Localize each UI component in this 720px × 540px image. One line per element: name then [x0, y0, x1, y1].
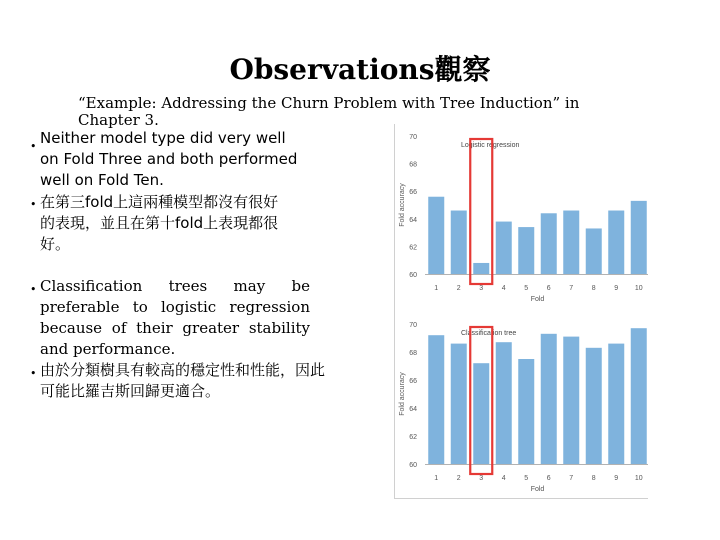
lr-chart-title: Logistic regression: [461, 142, 520, 149]
ct-y-tick-label: 60: [409, 462, 417, 469]
lr-x-tick-label: 4: [501, 285, 506, 292]
ct-bar-fold-2: [451, 344, 467, 464]
bullet-4: 由於分類樹具有較高的穩定性和性能，因此可能比羅吉斯回歸更適合。: [40, 361, 326, 400]
lr-y-axis-label: Fold accuracy: [399, 183, 406, 227]
lr-y-tick-label: 70: [409, 134, 417, 141]
ct-x-tick-label: 5: [524, 475, 529, 482]
lr-y-tick-label: 62: [409, 244, 417, 252]
slide-subtitle: “Example: Addressing the Churn Problem with Tree Induction” in Chapter 3.: [78, 94, 580, 129]
bullet-dot: •: [30, 198, 37, 211]
ct-x-tick-label: 8: [591, 475, 596, 482]
lr-bar-fold-5: [518, 227, 534, 274]
lr-bar-fold-8: [586, 228, 602, 274]
ct-chart-title: Classification tree: [461, 330, 517, 337]
ct-x-tick-label: 7: [569, 475, 574, 482]
lr-x-tick-label: 1: [434, 285, 439, 292]
bullet-dot: •: [30, 140, 37, 153]
lr-bar-fold-9: [608, 211, 624, 274]
ct-bar-fold-10: [631, 328, 647, 464]
bullet-dot: •: [30, 367, 37, 380]
chart-panel: [394, 124, 648, 499]
lr-bar-fold-2: [451, 211, 467, 274]
lr-y-tick-label: 66: [409, 189, 417, 197]
ct-bar-fold-8: [586, 348, 602, 464]
lr-x-tick-label: 6: [546, 285, 551, 292]
lr-bar-fold-4: [496, 222, 512, 274]
ct-x-tick-label: 1: [434, 475, 439, 482]
ct-x-tick-label: 6: [546, 475, 551, 482]
ct-bar-fold-7: [563, 337, 579, 464]
lr-bar-fold-10: [631, 201, 647, 274]
ct-bar-fold-9: [608, 344, 624, 464]
lr-y-tick-label: 68: [409, 161, 417, 169]
lr-x-tick-label: 9: [614, 285, 619, 292]
ct-bar-fold-3: [473, 363, 489, 464]
bullet-1: Neither model type did very well on Fold Three and both performed well on Fold Ten.: [40, 129, 298, 189]
lr-x-tick-label: 5: [524, 285, 529, 292]
ct-y-tick-label: 64: [409, 406, 417, 413]
lr-bar-fold-7: [563, 211, 579, 274]
ct-y-tick-label: 68: [409, 350, 417, 357]
ct-x-axis-label: Fold: [530, 486, 545, 493]
slide-title: Observations觀察: [229, 53, 491, 86]
lr-y-tick-label: 60: [409, 272, 417, 279]
ct-y-axis-label: Fold accuracy: [399, 372, 406, 416]
lr-bar-fold-1: [428, 197, 444, 274]
lr-x-axis-label: Fold: [530, 296, 545, 303]
lr-x-tick-label: 8: [591, 285, 596, 292]
lr-bar-fold-6: [541, 213, 557, 274]
bullet-2: 在第三fold上這兩種模型都沒有很好的表現，並且在第十fold上表現都很好。: [40, 193, 279, 253]
lr-x-tick-label: 2: [456, 285, 461, 292]
ct-x-tick-label: 3: [479, 475, 484, 482]
fold-accuracy-charts: [395, 124, 648, 498]
lr-fold-3-highlight-box: [470, 139, 492, 284]
ct-y-tick-label: 66: [409, 378, 417, 385]
ct-bar-fold-5: [518, 359, 534, 464]
ct-x-tick-label: 10: [634, 475, 643, 482]
bullet-dot: •: [30, 283, 37, 296]
ct-y-tick-label: 70: [409, 322, 417, 329]
lr-x-tick-label: 10: [634, 285, 643, 292]
ct-x-tick-label: 2: [456, 475, 461, 482]
bullet-3: Classification trees may be preferable to logistic regression because of their greater stability and performance.: [40, 277, 310, 358]
ct-x-tick-label: 9: [614, 475, 619, 482]
lr-bar-fold-3: [473, 263, 489, 274]
ct-y-tick-label: 62: [409, 434, 417, 441]
ct-bar-fold-4: [496, 342, 512, 464]
ct-x-tick-label: 4: [501, 475, 506, 482]
ct-bar-fold-6: [541, 334, 557, 464]
ct-bar-fold-1: [428, 335, 444, 464]
lr-x-tick-label: 3: [479, 285, 484, 292]
lr-x-tick-label: 7: [569, 285, 574, 292]
lr-y-tick-label: 64: [409, 216, 417, 224]
